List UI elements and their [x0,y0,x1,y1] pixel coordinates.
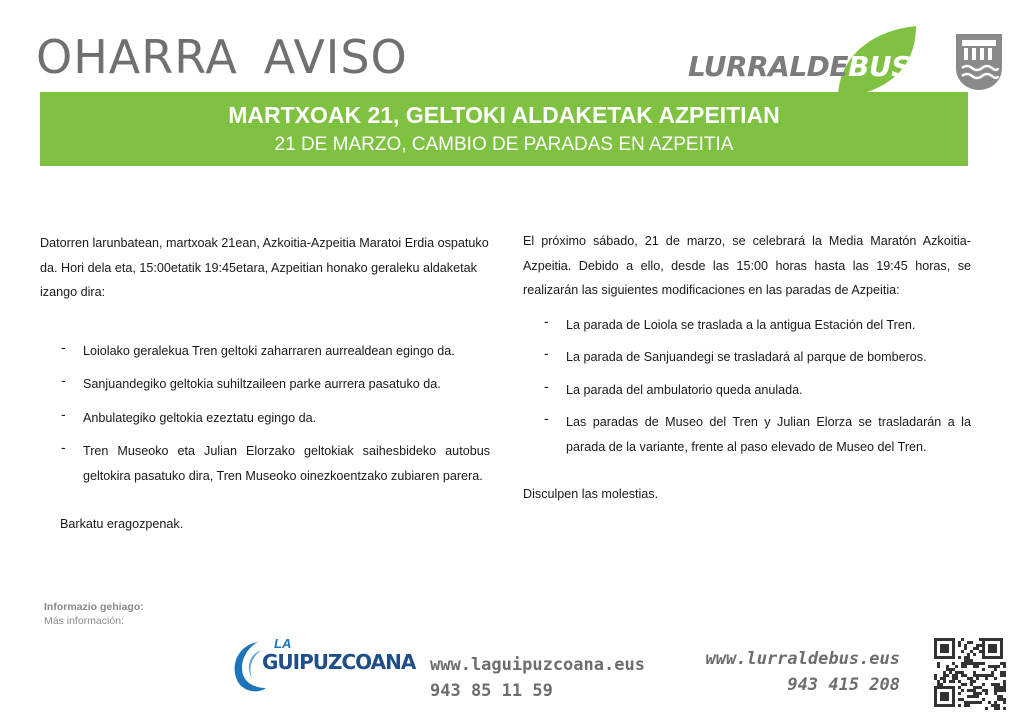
list-item-text: Tren Museoko eta Julian Elorzako geltokiak saihesbideko autobus geltokira pasatuko dira, Tren Museoko oinezkoentzako zubiaren parera. [83,444,490,483]
qr-code-icon[interactable] [934,638,1006,710]
banner-title-basque: MARTXOAK 21, GELTOKI ALDAKETAK AZPEITIAN [228,102,780,128]
spanish-column [523,229,971,507]
notice-heading [36,30,408,84]
list-item-text: Las paradas de Museo del Tren y Julian Elorza se trasladarán a la parada de la variante, frente al paso elevado de Museo del Tren. [566,415,971,454]
list-item: - La parada del ambulatorio queda anulada. [544,377,803,397]
list-item-text: La parada de Loiola se traslada a la antigua Estación del Tren. [566,317,916,332]
basque-closing: Barkatu eragozpenak. [60,517,184,531]
logo-guipuzcoana: GUIPUZCOANA [262,650,416,674]
title-banner [40,92,968,166]
list-item-text: Loiolako geralekua Tren geltoki zaharraren aurrealdean egingo da. [83,343,455,358]
list-item-text: La parada de Sanjuandegi se trasladará al parque de bomberos. [566,350,927,364]
more-info-label [44,600,144,628]
more-info-basque: Informazio gehiago: [44,601,144,613]
list-item: - Anbulategiko geltokia ezeztatu egingo da. [61,405,317,425]
heading-basque: OHARRA [36,30,238,84]
lurraldebus-contact [700,646,900,698]
logo-word-bus: BUS [848,50,911,83]
basque-column [40,231,490,537]
lurraldebus-wordmark [688,50,911,83]
list-item: - Las paradas de Museo del Tren y Julian Elorza se trasladarán a la parada de la variante, frente al paso elevado de Museo del Tren. [544,410,971,454]
gipuzkoa-shield-icon [954,32,1004,92]
logo-la: LA [274,636,292,651]
list-item-text: Sanjuandegiko geltokia suhiltzaileen parke aurrera pasatuko da. [83,377,441,391]
heading-spanish: AVISO [263,30,408,84]
spanish-closing: Disculpen las molestias. [523,487,659,501]
list-item: - La parada de Loiola se traslada a la antigua Estación del Tren. [544,312,916,332]
guipuzcoana-website[interactable]: www.laguipuzcoana.eus [430,655,645,675]
list-item: - Loiolako geralekua Tren geltoki zaharraren aurrealdean egingo da. [61,338,455,358]
more-info-spanish: Más información: [44,615,124,627]
logo-word-lurralde: LURRALDE [688,50,849,83]
list-item-text: La parada del ambulatorio queda anulada. [566,382,803,397]
basque-list [40,339,490,489]
list-item: - Sanjuandegiko geltokia suhiltzaileen parke aurrera pasatuko da. [61,372,441,391]
list-item: - Tren Museoko eta Julian Elorzako geltokiak saihesbideko autobus geltokira pasatuko dira, Tren Museoko oinezkoentzako zubiaren parera. [61,439,490,483]
basque-intro: Datorren larunbatean, martxoak 21ean, Azkoitia-Azpeitia Maratoi Erdia ospatuko da. Hori dela eta, 15:00etatik 19:45etara, Azpeitian honako geraleku aldaketak izango dira: [40,236,489,299]
guipuzcoana-phone: 943 85 11 59 [430,681,553,701]
lurraldebus-logo [688,24,920,98]
spanish-list [523,313,971,460]
spanish-intro: El próximo sábado, 21 de marzo, se celebrará la Media Maratón Azkoitia-Azpeitia. Debido a ello, desde las 15:00 horas hasta las 19:45 horas, se realizarán las siguientes modificaciones en las paradas de Azpeitia: [523,234,971,297]
banner-title-spanish: 21 DE MARZO, CAMBIO DE PARADAS EN AZPEITIA [274,134,734,155]
la-guipuzcoana-logo [228,636,416,694]
list-item-text: Anbulategiko geltokia ezeztatu egingo da. [83,410,317,425]
lurraldebus-phone: 943 415 208 [787,675,900,695]
list-item: - La parada de Sanjuandegi se trasladará al parque de bomberos. [544,345,927,364]
lurraldebus-website[interactable]: www.lurraldebus.eus [705,649,900,669]
guipuzcoana-contact [430,652,645,704]
